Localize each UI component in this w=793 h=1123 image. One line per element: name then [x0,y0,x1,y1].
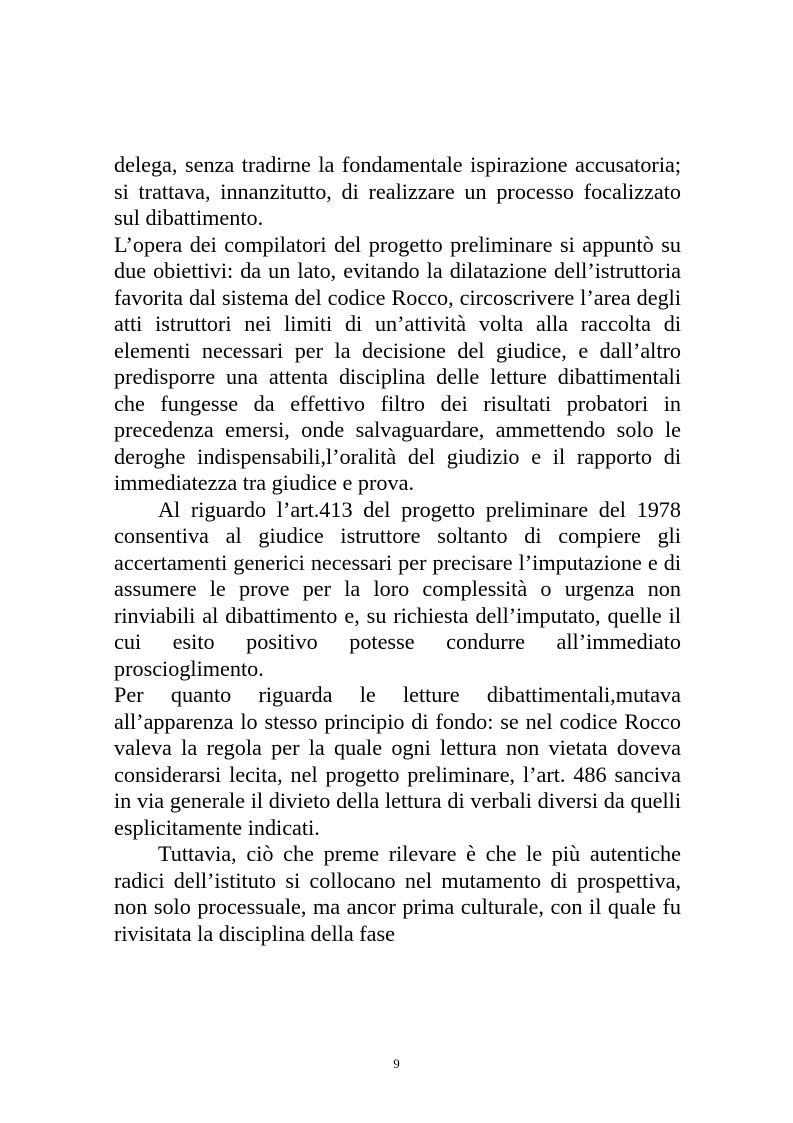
paragraph-2: L’opera dei compilatori del progetto preliminare si appuntò su due obiettivi: da un lato, evitando la dilatazione dell’istruttoria favorita dal sistema del codice Rocco, circoscrivere l’area degli atti istruttori nei limiti di un’attività volta alla raccolta di elementi necessari per la decisione del giudice, e dall’altro predisporre una attenta disciplina delle letture dibattimentali che fungesse da effettivo filtro dei risultati probatori in precedenza emersi, onde salvaguardare, ammettendo solo le deroghe indispensabili,l’oralità del giudizio e il rapporto di immediatezza tra giudice e prova. [114,231,681,495]
paragraph-1: delega, senza tradirne la fondamentale ispirazione accusatoria; si trattava, innanzitutto, di realizzare un processo focalizzato sul dibattimento. [114,152,681,230]
body-text [114,152,681,947]
paragraph-4: Per quanto riguarda le letture dibattimentali,mutava all’apparenza lo stesso principio di fondo: se nel codice Rocco valeva la regola per la quale ogni lettura non vietata doveva considerarsi lecita, nel progetto preliminare, l’art. 486 sanciva in via generale il divieto della lettura di verbali diversi da quelli esplicitamente indicati. [114,682,681,840]
paragraph-5: Tuttavia, ciò che preme rilevare è che le più autentiche radici dell’istituto si collocano nel mutamento di prospettiva, non solo processuale, ma ancor prima culturale, con il quale fu rivisitata la disciplina della fase [114,841,681,946]
page-number: 9 [393,1056,400,1071]
paragraph-3: Al riguardo l’art.413 del progetto preliminare del 1978 consentiva al giudice istruttore soltanto di compiere gli accertamenti generici necessari per precisare l’imputazione e di assumere le prove per la loro complessità o urgenza non rinviabili al dibattimento e, su richiesta dell’imputato, quelle il cui esito positivo potesse condurre all’immediato proscioglimento. [114,496,681,681]
